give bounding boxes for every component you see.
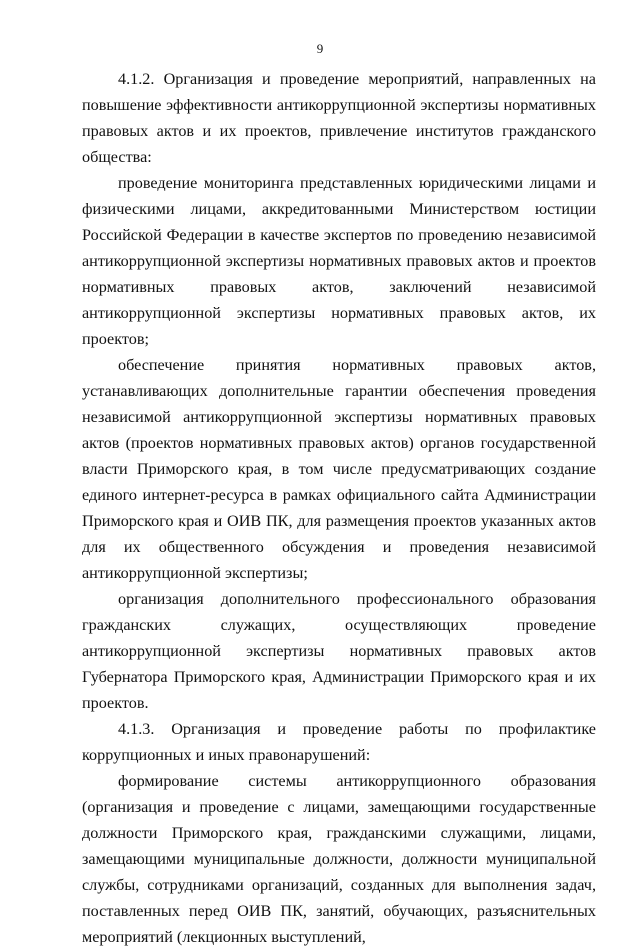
section-4-1-2-heading: 4.1.2. Организация и проведение мероприятий, направленных на повышение эффективности антикоррупционной экспертизы нормативных правовых актов и их проектов, привлечение институтов гражданского общества: bbox=[82, 70, 596, 166]
paragraph-monitoring: проведение мониторинга представленных юридическими лицами и физическими лицами, аккредитованными Министерством юстиции Российской Федерации в качестве экспертов по проведению независимой антикоррупционной экспертизы нормативных правовых актов и проектов нормативных правовых актов, заключений независимой антикоррупционной экспертизы нормативных правовых актов, их проектов; bbox=[82, 174, 596, 348]
document-body bbox=[82, 66, 596, 950]
section-4-1-3-heading: 4.1.3. Организация и проведение работы по профилактике коррупционных и иных правонарушений: bbox=[82, 720, 596, 764]
paragraph-professional-education: организация дополнительного профессионального образования гражданских служащих, осуществляющих проведение антикоррупционной экспертизы нормативных правовых актов Губернатора Приморского края, Администрации Приморского края и их проектов. bbox=[82, 590, 596, 712]
paragraph-anticorruption-education: формирование системы антикоррупционного образования (организация и проведение с лицами, замещающими государственные должности Приморского края, гражданскими служащими, лицами, замещающими муниципальные должности, должности муниципальной службы, сотрудниками организаций, созданных для выполнения задач, поставленных перед ОИВ ПК, занятий, обучающих, разъяснительных мероприятий (лекционных выступлений, bbox=[82, 772, 596, 946]
page-number: 9 bbox=[316, 41, 324, 56]
paragraph-legal-acts-guarantees: обеспечение принятия нормативных правовых актов, устанавливающих дополнительные гарантии обеспечения проведения независимой антикоррупционной экспертизы нормативных правовых актов (проектов нормативных правовых актов) органов государственной власти Приморского края, в том числе предусматривающих создание единого интернет-ресурса в рамках официального сайта Администрации Приморского края и ОИВ ПК, для размещения проектов указанных актов для их общественного обсуждения и проведения независимой антикоррупционной экспертизы; bbox=[82, 356, 596, 582]
